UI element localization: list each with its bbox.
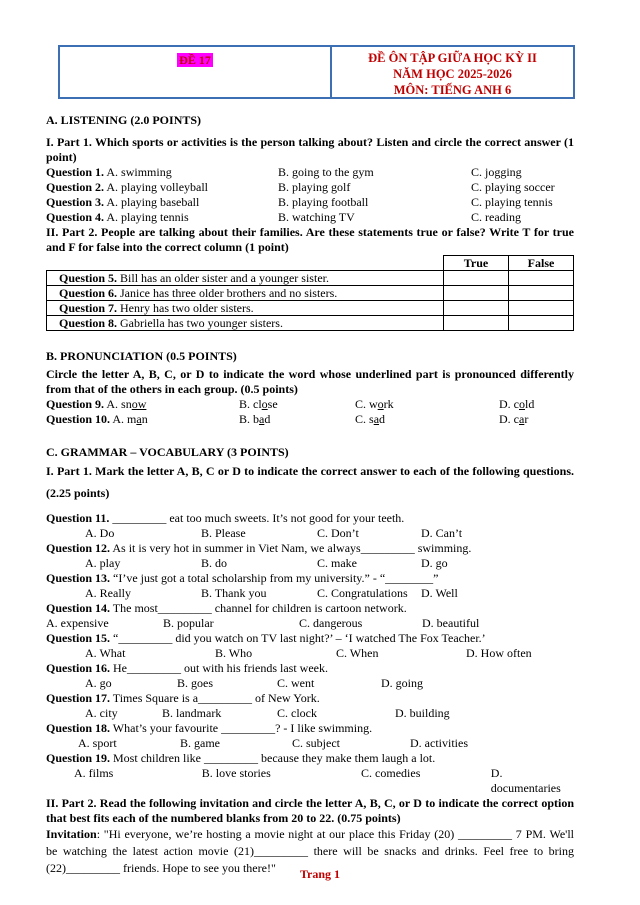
false-answer-cell[interactable] — [509, 286, 574, 301]
grammar-part2-instructions: II. Part 2. Read the following invitation and circle the letter A, B, C, or D to indicate the correct option that best fits each of the numbered blanks from 20 to 22. (0.75 points) — [46, 796, 574, 825]
section-a-title: A. LISTENING (2.0 POINTS) — [46, 113, 202, 127]
exam-title-cell — [332, 47, 573, 97]
listening-part2-instructions: II. Part 2. People are talking about their families. Are these statements true or false? Write T for true and F for false into the correct column (1 point) — [46, 225, 574, 254]
exam-header — [58, 45, 575, 99]
question-4: Question 4. A. playing tennis B. watching TV C. reading — [46, 210, 521, 224]
exam-code: ĐỀ 17 — [179, 53, 211, 67]
true-false-table — [46, 255, 574, 331]
false-column-header: False — [509, 256, 574, 271]
section-c-title: C. GRAMMAR – VOCABULARY (3 POINTS) — [46, 445, 289, 459]
question-14: Question 14. The most_________ channel for children is cartoon network. A. expensive B. popular C. dangerous D. beautiful — [46, 601, 480, 630]
invitation-text: Invitation: "Hi everyone, we’re hosting a movie night at our place this Friday (20) _________ 7 PM. We'll be watching the latest action movie (21)_________ there will be snacks and drinks. Feel free to bring (22)_________ friends. Hope to see you there!" — [46, 827, 574, 875]
exam-code-cell — [60, 47, 332, 97]
pronunciation-instructions: Circle the letter A, B, C, or D to indicate the word whose underlined part is pronounced differently from that of the others in each group. (0.5 points) — [46, 367, 574, 396]
question-11: Question 11. _________ eat too much sweets. It’s not good for your teeth. A. Do B. Please C. Don’t D. Can’t — [46, 511, 463, 540]
question-2: Question 2. A. playing volleyball B. playing golf C. playing soccer — [46, 180, 555, 194]
true-answer-cell[interactable] — [444, 271, 509, 286]
question-3: Question 3. A. playing baseball B. playing football C. playing tennis — [46, 195, 553, 209]
question-13: Question 13. “I’ve just got a total scholarship from my university.” - “________” A. Really B. Thank you C. Congratulations D. Well — [46, 571, 458, 600]
question-9: Question 9. A. snow B. close C. work D. cold — [46, 397, 535, 411]
true-answer-cell[interactable] — [444, 316, 509, 331]
page-number: Trang 1 — [299, 867, 341, 881]
question-10: Question 10. A. man B. bad C. sad D. car — [46, 412, 529, 426]
false-answer-cell[interactable] — [509, 271, 574, 286]
school-year: NĂM HỌC 2025-2026 — [393, 67, 512, 81]
question-12: Question 12. As it is very hot in summer in Viet Nam, we always_________ swimming. A. play B. do C. make D. go — [46, 541, 472, 570]
question-15: Question 15. “_________ did you watch on TV last night?’ – ‘I watched The Fox Teacher.’ A. What B. Who C. When D. How often — [46, 631, 532, 660]
true-answer-cell[interactable] — [444, 301, 509, 316]
table-row: Question 7. Henry has two older sisters. — [47, 301, 574, 316]
table-row: Question 6. Janice has three older brothers and no sisters. — [47, 286, 574, 301]
question-19: Question 19. Most children like _________ because they make them laugh a lot. A. films B. love stories C. comedies D. documentaries — [46, 751, 561, 795]
exam-page — [46, 45, 574, 877]
subject: MÔN: TIẾNG ANH 6 — [393, 83, 512, 97]
exam-title: ĐỀ ÔN TẬP GIỮA HỌC KỲ II — [368, 51, 537, 65]
question-1: Question 1. A. swimming B. going to the gym C. jogging — [46, 165, 522, 179]
true-column-header: True — [444, 256, 509, 271]
grammar-part1-instructions: I. Part 1. Mark the letter A, B, C or D to indicate the correct answer to each of the following questions. (2.25 points) — [46, 464, 574, 500]
question-18: Question 18. What’s your favourite _________? - I like swimming. A. sport B. game C. subject D. activities — [46, 721, 468, 750]
table-row: Question 8. Gabriella has two younger sisters. — [47, 316, 574, 331]
section-b-title: B. PRONUNCIATION (0.5 POINTS) — [46, 349, 237, 363]
table-row: Question 5. Bill has an older sister and a younger sister. — [47, 271, 574, 286]
false-answer-cell[interactable] — [509, 316, 574, 331]
false-answer-cell[interactable] — [509, 301, 574, 316]
listening-questions — [46, 165, 574, 225]
question-17: Question 17. Times Square is a_________ of New York. A. city B. landmark C. clock D. building — [46, 691, 450, 720]
question-16: Question 16. He_________ out with his friends last week. A. go B. goes C. went D. going — [46, 661, 423, 690]
true-answer-cell[interactable] — [444, 286, 509, 301]
listening-part1-instructions: I. Part 1. Which sports or activities is the person talking about? Listen and circle the correct answer (1 point) — [46, 135, 574, 164]
